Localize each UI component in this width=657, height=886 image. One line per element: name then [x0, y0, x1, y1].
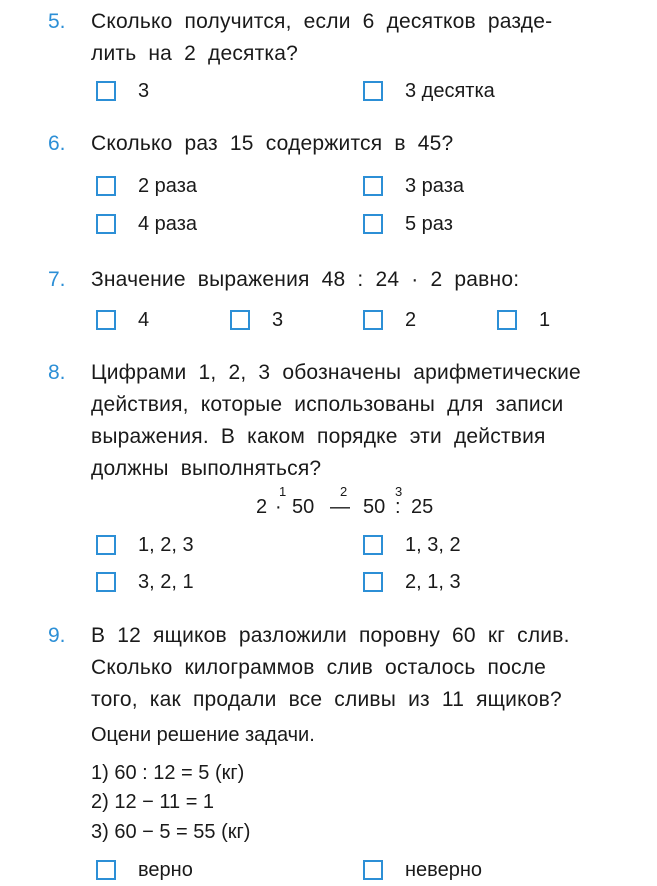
question-line: того, как продали все сливы из 11 ящиков?	[91, 688, 562, 711]
option-label: 1, 2, 3	[138, 533, 194, 556]
option-label: 2	[405, 308, 417, 331]
option-label: верно	[138, 858, 193, 881]
question-text	[91, 620, 649, 716]
option-label: 2 раза	[138, 174, 197, 197]
answer-option-1-3-2[interactable]	[363, 532, 461, 558]
option-label: неверно	[405, 858, 482, 881]
order-mark-1: 1	[279, 484, 287, 499]
answer-option-incorrect[interactable]	[363, 857, 482, 883]
task-prompt: Оцени решение задачи.	[91, 724, 315, 746]
option-label: 1	[539, 308, 551, 331]
question-number: 6.	[48, 132, 66, 155]
checkbox[interactable]	[497, 310, 517, 330]
option-label: 3 раза	[405, 174, 464, 197]
question-text	[91, 128, 649, 160]
checkbox[interactable]	[230, 310, 250, 330]
answer-option-2-times[interactable]	[96, 173, 197, 199]
question-line: должны выполняться?	[91, 457, 322, 480]
checkbox[interactable]	[96, 572, 116, 592]
checkbox[interactable]	[96, 535, 116, 555]
option-label: 4	[138, 308, 150, 331]
option-label: 5 раз	[405, 212, 453, 235]
question-line: Цифрами 1, 2, 3 обозначены арифметические	[91, 361, 581, 384]
checkbox[interactable]	[96, 81, 116, 101]
answer-option-3[interactable]	[230, 307, 283, 333]
question-line: Сколько килограммов слив осталось после	[91, 656, 547, 679]
question-line: действия, которые использованы для записи	[91, 393, 564, 416]
option-label: 2, 1, 3	[405, 570, 461, 593]
checkbox[interactable]	[363, 214, 383, 234]
math-expression	[256, 484, 456, 522]
checkbox[interactable]	[96, 860, 116, 880]
answer-option-3-times[interactable]	[363, 173, 464, 199]
operand-50: 50	[363, 496, 386, 518]
question-number: 9.	[48, 624, 66, 647]
operand-50: 50	[292, 496, 315, 518]
option-label: 1, 3, 2	[405, 533, 461, 556]
answer-option-4[interactable]	[96, 307, 149, 333]
checkbox[interactable]	[363, 310, 383, 330]
question-line: Сколько раз 15 содержится в 45?	[91, 132, 454, 155]
checkbox[interactable]	[96, 214, 116, 234]
answer-option-2-1-3[interactable]	[363, 569, 461, 595]
order-mark-2: 2	[340, 484, 348, 499]
minus-sign: —	[330, 496, 350, 518]
option-label: 3 десятка	[405, 79, 495, 102]
checkbox[interactable]	[96, 176, 116, 196]
checkbox[interactable]	[363, 860, 383, 880]
question-number: 8.	[48, 361, 66, 384]
option-label: 3, 2, 1	[138, 570, 194, 593]
answer-option-3[interactable]	[96, 78, 149, 104]
answer-option-5-times[interactable]	[363, 211, 453, 237]
checkbox[interactable]	[363, 572, 383, 592]
question-number: 5.	[48, 10, 66, 33]
checkbox[interactable]	[363, 535, 383, 555]
option-label: 4 раза	[138, 212, 197, 235]
solution-step-2: 2) 12 − 11 = 1	[91, 791, 215, 813]
question-line: Значение выражения 48 : 24 · 2 равно:	[91, 268, 520, 291]
question-text	[91, 357, 649, 485]
question-line: Сколько получится, если 6 десятков разде-	[91, 10, 553, 33]
question-line: выражения. В каком порядке эти действия	[91, 425, 546, 448]
checkbox[interactable]	[363, 81, 383, 101]
question-text	[91, 6, 649, 70]
option-label: 3	[272, 308, 284, 331]
answer-option-2[interactable]	[363, 307, 416, 333]
divide-sign: :	[395, 496, 401, 518]
answer-option-1-2-3[interactable]	[96, 532, 194, 558]
option-label: 3	[138, 79, 150, 102]
question-line: лить на 2 десятка?	[91, 42, 299, 65]
question-text	[91, 264, 649, 296]
answer-option-4-times[interactable]	[96, 211, 197, 237]
operand-25: 25	[411, 496, 434, 518]
solution-step-3: 3) 60 − 5 = 55 (кг)	[91, 821, 251, 843]
question-number: 7.	[48, 268, 66, 291]
answer-option-3-2-1[interactable]	[96, 569, 194, 595]
checkbox[interactable]	[363, 176, 383, 196]
answer-option-correct[interactable]	[96, 857, 193, 883]
solution-step-1: 1) 60 : 12 = 5 (кг)	[91, 762, 245, 784]
answer-option-3-tens[interactable]	[363, 78, 495, 104]
question-line: В 12 ящиков разложили поровну 60 кг слив.	[91, 624, 570, 647]
multiply-sign: ·	[275, 496, 282, 518]
answer-option-1[interactable]	[497, 307, 550, 333]
checkbox[interactable]	[96, 310, 116, 330]
order-mark-3: 3	[395, 484, 403, 499]
operand-2: 2	[256, 496, 268, 518]
